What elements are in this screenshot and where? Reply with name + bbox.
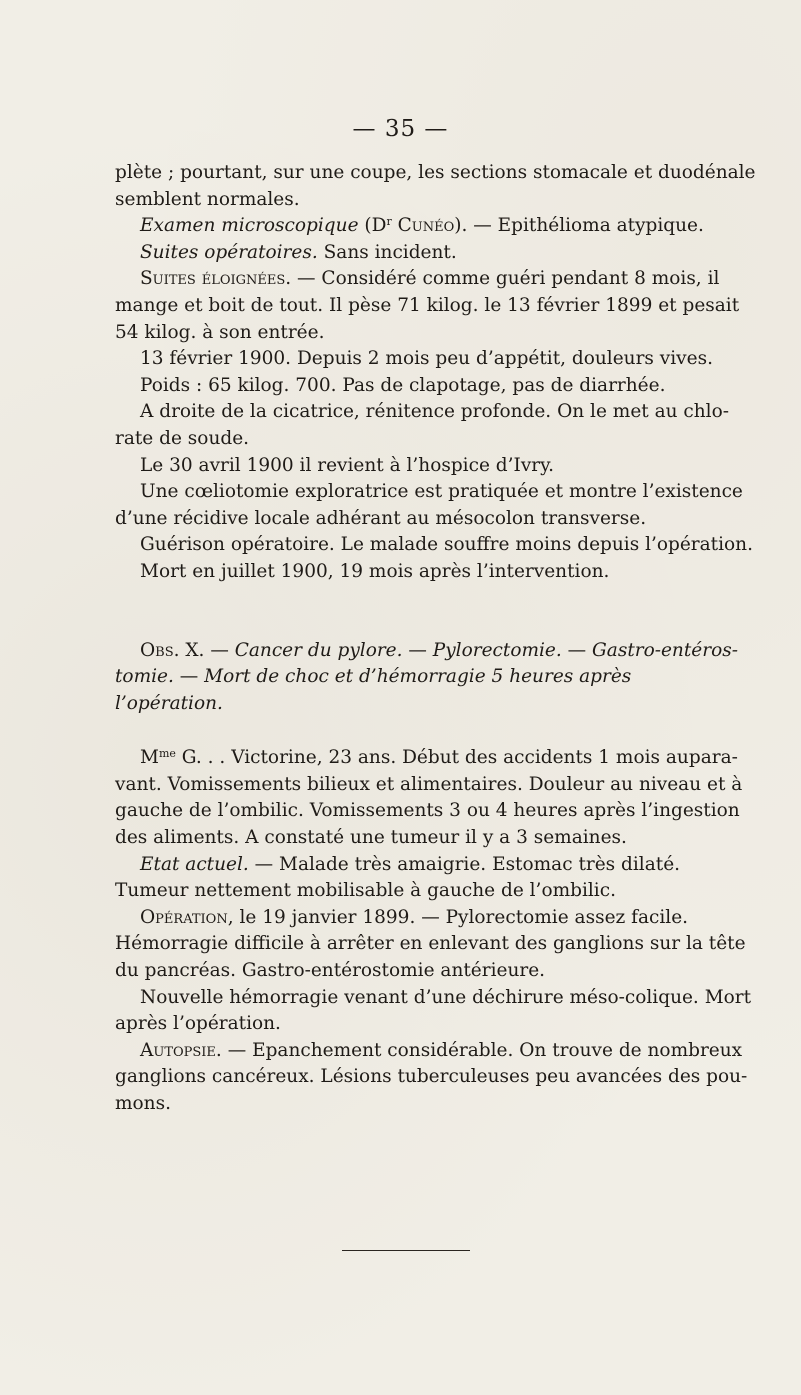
- paragraph-suites-eloignees: Suites éloignées. — Considéré comme guéri pendant 8 mois, il mange et boit de tout. Il pèse 71 kilog. le 13 février 1899 et pesait 54 kilog. à son entrée.: [115, 268, 740, 343]
- paragraph-etat-actuel: Etat actuel. — Malade très amaigrie. Estomac très dilaté. Tumeur nettement mobilisable à gauche de l’ombilic.: [115, 853, 681, 902]
- paragraph-guerison: Guérison opératoire. Le malade souffre moins depuis l’opération.: [140, 534, 753, 556]
- paragraph-nouvelle-hemorragie: Nouvelle hémorragie venant d’une déchirure méso-colique. Mort après l’opération.: [115, 986, 752, 1035]
- paragraph-droite: A droite de la cicatrice, rénitence profonde. On le met au chlo- rate de soude.: [115, 401, 729, 449]
- paragraph-suites-operatoires: Suites opératoires. Sans incident.: [140, 241, 457, 263]
- examen-label: Examen microscopique: [140, 215, 359, 237]
- section-gap: [115, 586, 765, 638]
- end-rule: [342, 1250, 470, 1251]
- paragraph-patient: $M^{me}$ G. . . Victorine, 23 ans. Début des accidents 1 mois aupara- vant. Vomissements bilieux et alimentaires. Douleur au niveau et à gauche de l’ombilic. Vomissements 3 ou 4 heures après l’ingestion des aliments. A constaté une tumeur il y a 3 semaines.: [115, 747, 743, 849]
- paragraph-poids: Poids : 65 kilog. 700. Pas de clapotage, pas de diarrhée.: [140, 374, 666, 396]
- body-text: [115, 160, 765, 1118]
- page-number: — 35 —: [352, 116, 449, 142]
- paragraph-examen: Examen microscopique ($D^r$ Cunéo). — Epithélioma atypique.: [140, 215, 704, 237]
- paragraph-fevrier: 13 février 1900. Depuis 2 mois peu d’appétit, douleurs vives.: [140, 348, 713, 370]
- section-gap: [115, 717, 765, 745]
- paragraph-continuation: plète ; pourtant, sur une coupe, les sections stomacale et duodénale semblent normales.: [115, 162, 756, 210]
- paragraph-coeliotomie: Une cœliotomie exploratrice est pratiquée et montre l’existence d’une récidive locale adhérant au mésocolon transverse.: [115, 481, 743, 529]
- paragraph-operation: Opération, le 19 janvier 1899. — Pylorectomie assez facile. Hémorragie difficile à arrêter en enlevant des ganglions sur la tête du pancréas. Gastro-entérostomie antérieure.: [115, 906, 746, 982]
- paragraph-mort: Mort en juillet 1900, 19 mois après l’intervention.: [140, 560, 610, 582]
- paragraph-autopsie: Autopsie. — Epanchement considérable. On trouve de nombreux ganglions cancéreux. Lésions tuberculeuses peu avancées des pou- mons.: [115, 1039, 748, 1114]
- paragraph-avril: Le 30 avril 1900 il revient à l’hospice d’Ivry.: [140, 454, 554, 476]
- observation-heading: Obs. X. — Cancer du pylore. — Pylorectomie. — Gastro-entéros- tomie. — Mort de choc et d’hémorragie 5 heures après l’opération.: [115, 639, 738, 714]
